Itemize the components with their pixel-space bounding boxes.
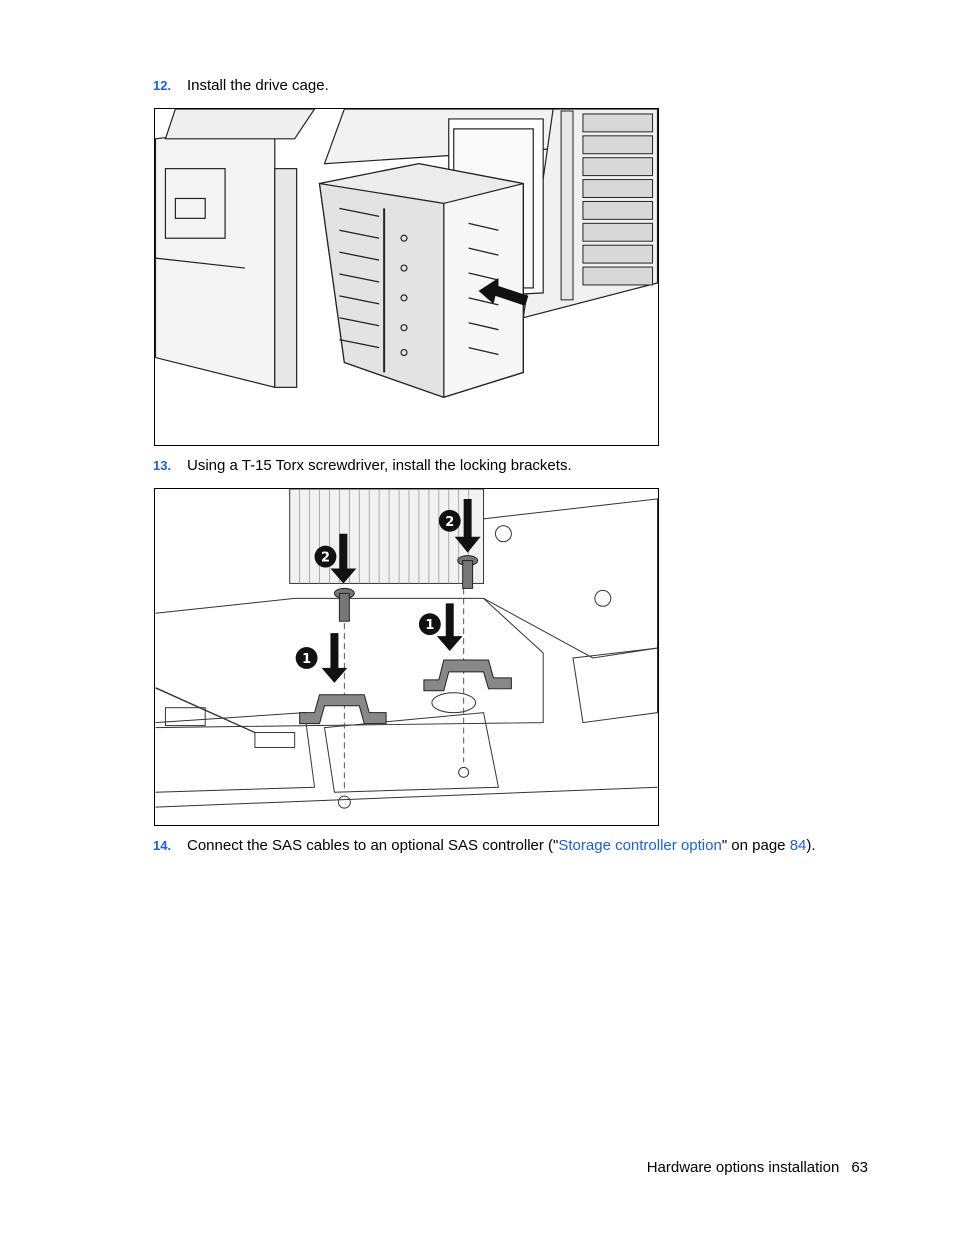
callout-number: 1 <box>425 618 435 634</box>
down-arrow-icon <box>322 633 348 683</box>
callout-number: 2 <box>320 550 330 566</box>
step-text: Using a T-15 Torx screwdriver, install the locking brackets. <box>187 457 572 474</box>
step-number: 13. <box>153 458 172 473</box>
step-text-before: Connect the SAS cables to an optional SAS controller (" <box>187 837 559 854</box>
step-text-middle: " on page <box>721 837 790 854</box>
callout-number: 1 <box>302 651 312 667</box>
drive-cage-drawing <box>155 109 658 445</box>
page-84-link[interactable]: 84 <box>789 837 807 854</box>
step-13 <box>153 456 572 476</box>
step-number: 12. <box>153 78 172 93</box>
step-number: 14. <box>153 838 172 853</box>
step-text: Install the drive cage. <box>187 77 329 94</box>
callout-badge <box>419 613 441 635</box>
storage-controller-option-link[interactable]: Storage controller option <box>558 837 722 854</box>
callout-number: 2 <box>445 514 455 530</box>
step-14 <box>153 836 816 856</box>
step-text-after: ). <box>806 837 816 854</box>
drive-cage-illustration <box>154 108 659 446</box>
page-footer <box>647 1158 868 1178</box>
locking-bracket-right <box>424 660 511 691</box>
step-12 <box>153 76 329 96</box>
callout-badge <box>296 647 318 669</box>
callout-badge <box>439 510 461 532</box>
down-arrow-icon <box>437 603 463 651</box>
locking-brackets-illustration <box>154 488 659 826</box>
callout-badge <box>315 546 337 568</box>
footer-section-title: Hardware options installation <box>646 1159 840 1176</box>
page-number: 63 <box>851 1159 868 1176</box>
locking-bracket-left <box>300 695 386 724</box>
screw-left <box>334 588 354 621</box>
locking-brackets-drawing <box>155 489 658 825</box>
